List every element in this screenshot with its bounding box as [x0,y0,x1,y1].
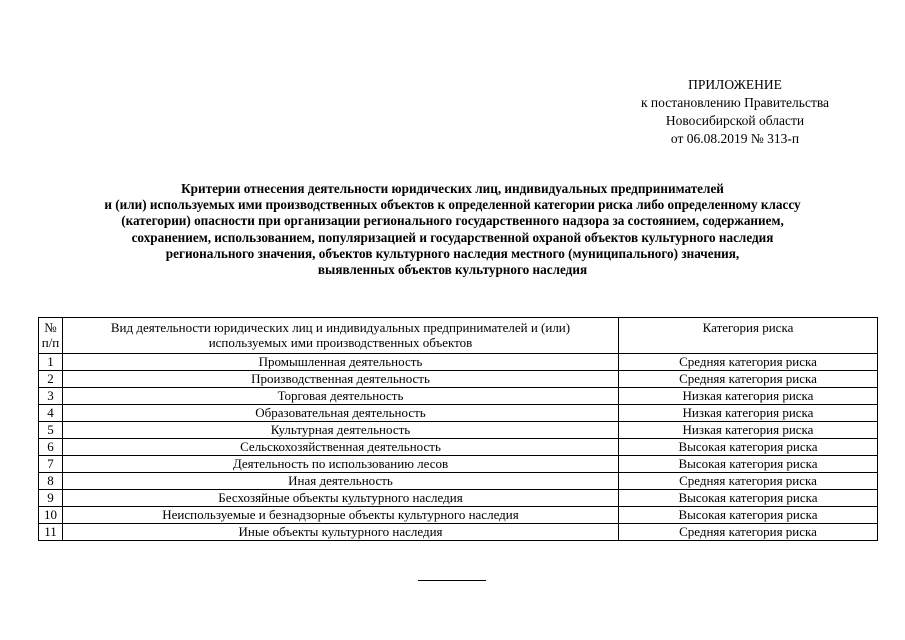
row-category: Средняя категория риска [619,524,878,541]
row-activity: Иная деятельность [63,473,619,490]
appendix-date-number: от 06.08.2019 № 313-п [670,131,800,146]
row-number: 5 [39,422,63,439]
row-number: 10 [39,507,63,524]
row-activity: Неиспользуемые и безнадзорные объекты культурного наследия [63,507,619,524]
row-category: Низкая категория риска [619,405,878,422]
risk-category-table [38,317,878,541]
row-category: Средняя категория риска [619,354,878,371]
row-number: 11 [39,524,63,541]
row-activity: Культурная деятельность [63,422,619,439]
table-row [39,473,878,490]
appendix-heading: ПРИЛОЖЕНИЕ [688,77,782,92]
row-activity: Промышленная деятельность [63,354,619,371]
table-row [39,524,878,541]
row-category: Высокая категория риска [619,490,878,507]
title-line: выявленных объектов культурного наследия [317,262,588,278]
row-number: 4 [39,405,63,422]
title-line: сохранением, использованием, популяризацией и государственной охраной объектов культурного наследия [131,229,774,245]
table-row [39,456,878,473]
row-number: 3 [39,388,63,405]
header-number-line2: п/п [41,335,60,350]
title-line: (категории) опасности при организации регионального государственного надзора за состоянием, содержанием, [121,213,784,229]
row-activity: Образовательная деятельность [63,405,619,422]
header-number [39,318,63,354]
header-number-line1: № [44,320,57,335]
table-row [39,405,878,422]
closing-divider [418,580,486,581]
row-number: 1 [39,354,63,371]
header-category-label: Категория риска [702,320,794,335]
row-number: 7 [39,456,63,473]
row-activity: Торговая деятельность [63,388,619,405]
row-category: Низкая категория риска [619,388,878,405]
row-category: Средняя категория риска [619,473,878,490]
row-activity: Деятельность по использованию лесов [63,456,619,473]
table-row [39,388,878,405]
table-row [39,439,878,456]
appendix-region: Новосибирской области [665,113,805,128]
table-row [39,422,878,439]
table-row [39,354,878,371]
appendix-resolution-ref: к постановлению Правительства [640,95,830,110]
title-line: регионального значения, объектов культурного наследия местного (муниципального) значения, [165,245,740,261]
row-category: Высокая категория риска [619,507,878,524]
row-category: Средняя категория риска [619,371,878,388]
row-number: 9 [39,490,63,507]
row-category: Высокая категория риска [619,456,878,473]
table-row [39,507,878,524]
row-activity: Бесхозяйные объекты культурного наследия [63,490,619,507]
row-activity: Производственная деятельность [63,371,619,388]
row-activity: Сельскохозяйственная деятельность [63,439,619,456]
row-activity: Иные объекты культурного наследия [63,524,619,541]
title-line: и (или) используемых ими производственных объектов к определенной категории риска либо определенному классу [104,197,801,213]
row-number: 6 [39,439,63,456]
row-category: Высокая категория риска [619,439,878,456]
table-header-row [39,318,878,354]
table-row [39,371,878,388]
header-activity [63,318,619,354]
row-number: 8 [39,473,63,490]
row-number: 2 [39,371,63,388]
header-activity-line1: Вид деятельности юридических лиц и индивидуальных предпринимателей и (или) [110,320,571,335]
title-line: Критерии отнесения деятельности юридических лиц, индивидуальных предпринимателей [181,181,724,196]
row-category: Низкая категория риска [619,422,878,439]
header-activity-line2: используемых ими производственных объектов [208,335,473,350]
header-category [619,318,878,354]
appendix-block [600,76,870,148]
table-row [39,490,878,507]
document-title [20,181,885,278]
